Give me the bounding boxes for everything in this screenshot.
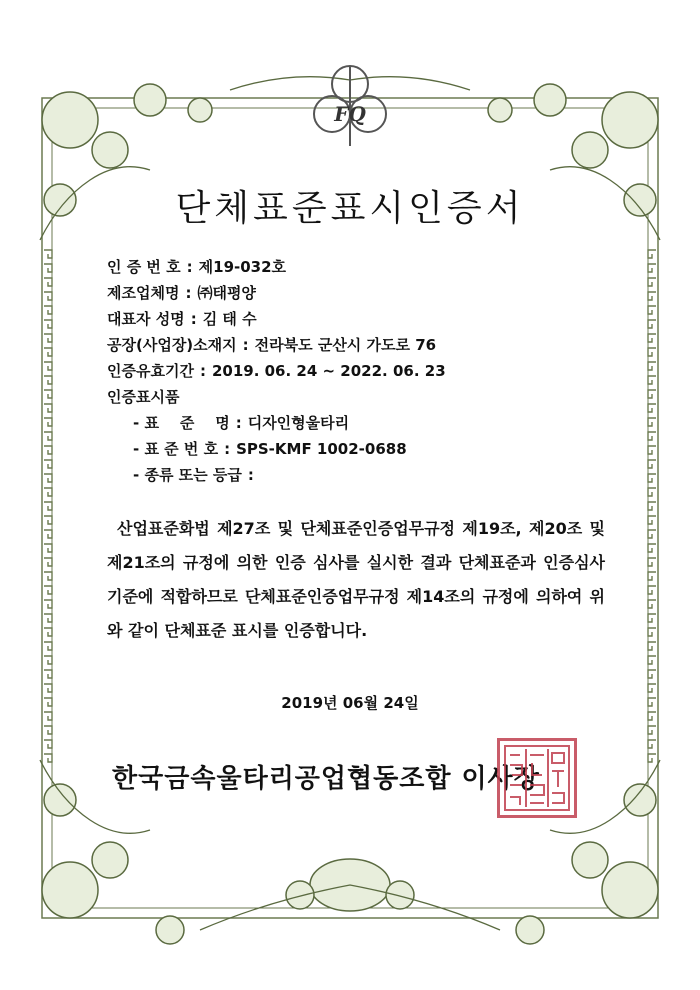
field-label: 대표자 성명: [107, 310, 185, 328]
product-value: 디자인형울타리: [247, 414, 350, 432]
issuer-name: 한국금속울타리공업협동조합 이사장: [112, 764, 540, 794]
product-row: [107, 436, 607, 462]
field-separator: :: [224, 440, 231, 458]
field-separator: :: [186, 258, 193, 276]
field-row: [107, 306, 607, 332]
logo-text: FQ: [334, 102, 366, 126]
field-label: 공장(사업장)소재지: [107, 336, 237, 354]
field-separator: :: [185, 284, 192, 302]
field-separator: :: [199, 362, 206, 380]
field-value: 2019. 06. 24 ~ 2022. 06. 23: [211, 362, 446, 380]
certificate-fields: [107, 254, 607, 488]
field-separator: :: [247, 466, 254, 484]
issue-date: 2019년 06월 24일: [281, 694, 419, 712]
field-separator: :: [242, 336, 249, 354]
product-heading: 인증표시품: [107, 388, 180, 406]
product-label: - 표 준 명: [133, 414, 230, 432]
product-row: [107, 410, 607, 436]
field-value: 제19-032호: [198, 258, 287, 276]
field-label: 인 증 번 호: [107, 258, 181, 276]
product-row: [107, 462, 607, 488]
fq-logo: [300, 58, 400, 148]
field-row: [107, 280, 607, 306]
document-title: 단체표준표시인증서: [175, 188, 525, 229]
field-separator: :: [235, 414, 242, 432]
product-label: - 표 준 번 호: [133, 440, 219, 458]
product-label: - 종류 또는 등급: [133, 466, 242, 484]
field-value: ㈜태평양: [197, 284, 256, 302]
field-label: 제조업체명: [107, 284, 180, 302]
seal-stamp-mark: [500, 741, 574, 815]
product-value: SPS-KMF 1002-0688: [236, 440, 407, 458]
field-separator: :: [190, 310, 197, 328]
field-label: 인증유효기간: [107, 362, 194, 380]
field-row: [107, 254, 607, 280]
official-seal: [497, 738, 577, 818]
certification-statement: 산업표준화법 제27조 및 단체표준인증업무규정 제19조, 제20조 및 제21조의 규정에 의한 인증 심사를 실시한 결과 단체표준과 인증심사기준에 적합하므로 단체표준인증업무규정 제14조의 규정에 의하여 위와 같이 단체표준 표시를 인증합니다.: [107, 519, 605, 640]
field-row: [107, 332, 607, 358]
field-value: 전라북도 군산시 가도로 76: [254, 336, 437, 354]
field-row: [107, 358, 607, 384]
field-value: 김 태 수: [202, 310, 257, 328]
